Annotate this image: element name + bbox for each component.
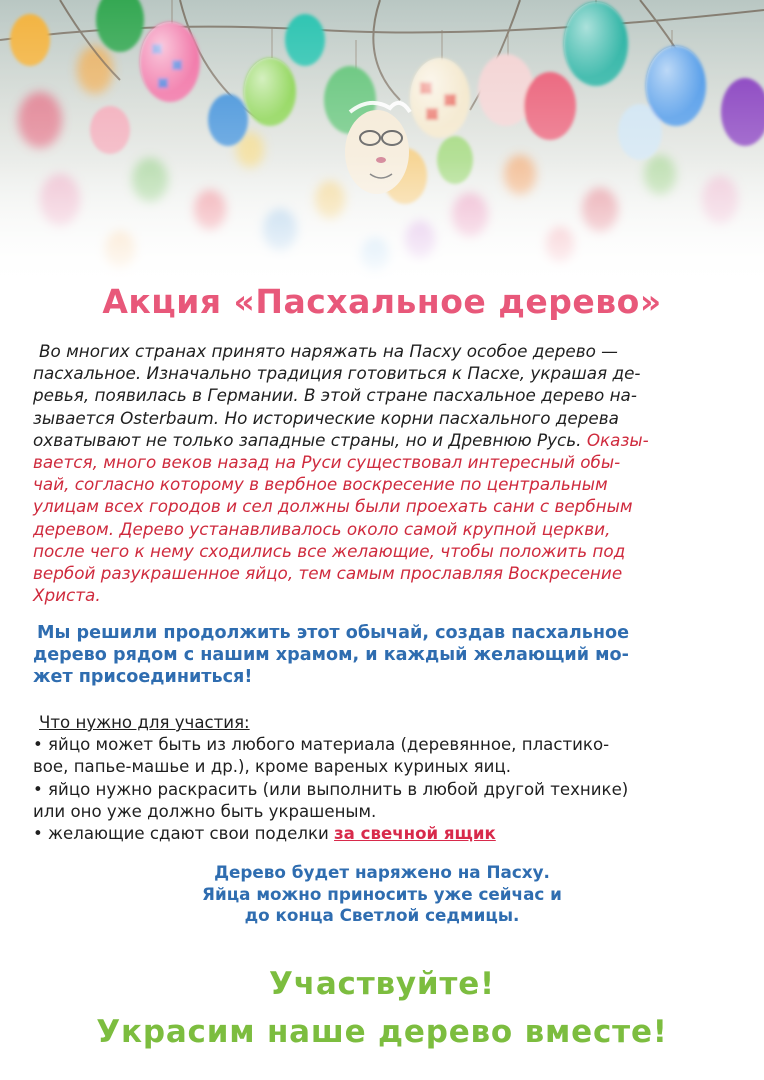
intro-red-line: после чего к нему сходились все желающие, чтобы положить под — [33, 540, 626, 561]
participation-item-submit-text: • желающие сдают свои поделки — [33, 824, 329, 844]
intro-red-start: Оказы- — [586, 429, 649, 450]
schedule-note-line: Дерево будет наряжено на Пасху. — [214, 862, 550, 882]
intro-paragraph — [33, 340, 738, 606]
cta-line: Украсим наше дерево вместе! — [96, 1014, 668, 1050]
intro-red-line: чай, согласно которому в вербное воскресение по центральным — [33, 474, 608, 495]
intro-line-mixed — [33, 429, 738, 451]
decision-line: жет присоединиться! — [33, 667, 253, 687]
cta-line: Участвуйте! — [269, 966, 495, 1002]
participation-item-material: • яйцо может быть из любого материала (деревянное, пластико- — [33, 735, 610, 755]
intro-red-line: вербой разукрашенное яйцо, тем самым прославляя Воскресение — [33, 563, 623, 584]
call-to-action — [0, 960, 764, 1056]
intro-line: Во многих странах принято наряжать на Пасху особое дерево — — [39, 341, 618, 361]
participation-section — [33, 712, 738, 845]
intro-red-line: деревом. Дерево устанавливалось около самой крупной церкви, — [33, 518, 611, 539]
participation-heading: Что нужно для участия: — [39, 713, 250, 732]
easter-egg-tree-photo — [0, 0, 764, 290]
participation-item-decorate-cont: или оно уже должно быть украшеным. — [33, 801, 377, 821]
participation-item-submit — [33, 823, 738, 845]
intro-line: пасхальное. Изначально традиция готовиться к Пасхе, украшая де- — [33, 363, 641, 384]
schedule-note-line: до конца Светлой седмицы. — [244, 905, 520, 925]
intro-line: охватывают не только западные страны, но и Древнюю Русь. — [33, 429, 582, 450]
schedule-note-line: Яйца можно приносить уже сейчас и — [202, 883, 562, 904]
candle-box-link: за свечной ящик — [334, 824, 496, 844]
decision-paragraph — [33, 622, 738, 688]
intro-line: зывается Osterbaum. Но исторические корни пасхального дерева — [33, 407, 619, 428]
intro-red-line: улицам всех городов и сел должны были проехать сани с вербным — [33, 496, 633, 517]
decision-line: дерево рядом с нашим храмом, и каждый желающий мо- — [33, 645, 629, 665]
page-title: Акция «Пасхальное дерево» — [102, 282, 662, 321]
intro-red-line: Христа. — [33, 585, 101, 606]
decision-line: Мы решили продолжить этот обычай, создав пасхальное — [37, 623, 630, 643]
participation-item-material-cont: вое, папье-машье и др.), кроме вареных куриных яиц. — [33, 757, 512, 777]
intro-line: ревья, появилась в Германии. В этой стране пасхальное дерево на- — [33, 385, 637, 406]
schedule-note — [0, 862, 764, 927]
participation-item-decorate: • яйцо нужно раскрасить (или выполнить в любой другой технике) — [33, 779, 629, 799]
intro-red-line: вается, много веков назад на Руси существовал интересный обы- — [33, 452, 621, 473]
